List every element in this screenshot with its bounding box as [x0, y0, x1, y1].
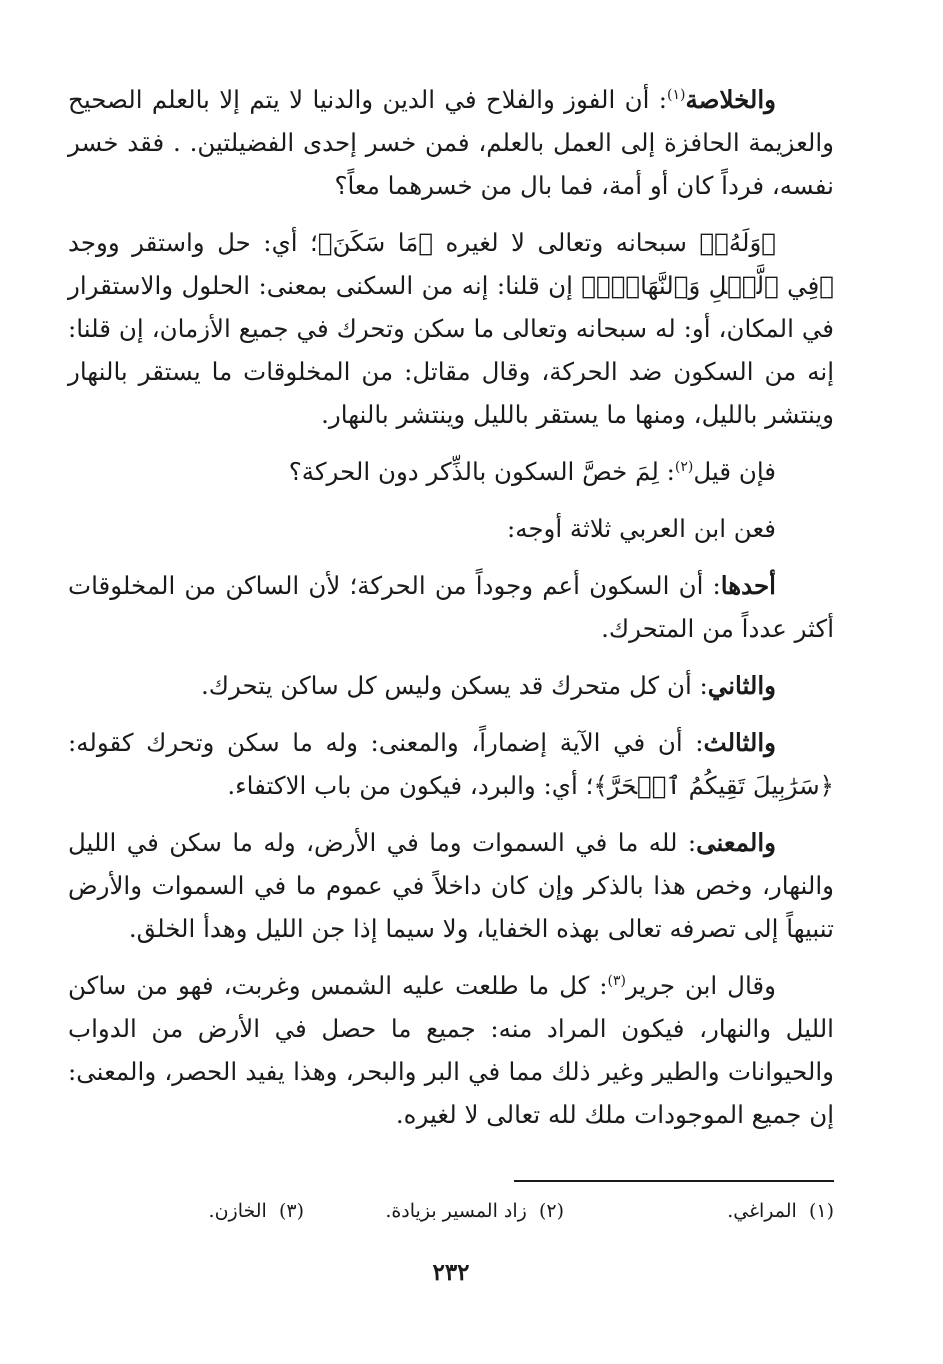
paragraph-text: : كل ما طلعت عليه الشمس وغربت، فهو من ساكن الليل والنهار، فيكون المراد منه: جميع ما حصل في الأرض من الدواب والحيوانات والطير وغير ذلك مما في البر والبحر، وهذا يفيد الحصر، والمعنى: إن جميع الموجودات ملك لله تعالى لا لغيره.: [68, 971, 834, 1129]
footnote-text: الخازن.: [208, 1200, 267, 1222]
paragraph-text-before: فإن قيل: [693, 457, 776, 486]
footnote-1: [727, 1196, 834, 1226]
paragraph-text: : أن السكون أعم وجوداً من الحركة؛ لأن الساكن من المخلوقات أكثر عدداً من المتحرك.: [68, 571, 834, 643]
footnote-number: (١): [808, 1200, 834, 1222]
paragraph-lead: والثاني: [707, 671, 776, 700]
paragraph-lead: والخلاصة: [685, 85, 776, 114]
paragraph-second-aspect: [68, 664, 834, 707]
footnote-ref-1[interactable]: (١): [667, 86, 686, 103]
paragraph-text: : لِمَ خصَّ السكون بالذِّكر دون الحركة؟: [288, 457, 675, 486]
footnote-text: زاد المسير بزيادة.: [385, 1200, 527, 1222]
footnote-3: [209, 1196, 304, 1226]
paragraph-text: ﴿وَلَهُۥ﴾ سبحانه وتعالى لا لغيره ﴿مَا سَكَنَ﴾؛ أي: حل واستقر ووجد ﴿فِي ٱلَّيۡلِ وَٱلنَّهَارِۚ﴾ إن قلنا: إنه من السكنى بمعنى: الحلول والاستقرار في المكان، أو: له سبحانه وتعالى ما سكن وتحرك في جميع الأزمان، إن قلنا: إنه من السكون ضد الحركة، وقال مقاتل: من المخلوقات ما يستقر بالنهار وينتشر بالليل، ومنها ما يستقر بالليل وينتشر بالنهار.: [68, 228, 834, 429]
footnote-number: (٣): [278, 1200, 304, 1222]
paragraph-verse-explanation: [68, 221, 834, 436]
paragraph-first-aspect: [68, 564, 834, 650]
paragraph-ibn-jarir: [68, 964, 834, 1136]
footnotes: [68, 1196, 834, 1226]
footnote-separator: [514, 1180, 834, 1182]
footnote-text: المراغي.: [727, 1200, 797, 1222]
paragraph-lead: والثالث: [703, 728, 776, 757]
paragraph-text: : أن الفوز والفلاح في الدين والدنيا لا يتم إلا بالعلم الصحيح والعزيمة الحافزة إلى العمل بالعلم، فمن خسر إحدى الفضيلتين. . فقد خسر نفسه، فرداً كان أو أمة، فما بال من خسرهما معاً؟: [68, 85, 834, 200]
paragraph-lead: والمعنى: [696, 828, 776, 857]
paragraph-three-aspects: [68, 507, 834, 550]
paragraph-question: [68, 450, 834, 493]
paragraph-summary: [68, 78, 834, 207]
footnote-ref-2[interactable]: (٢): [674, 458, 694, 475]
paragraph-text-before: وقال ابن جرير: [626, 971, 776, 1000]
book-page: [68, 78, 834, 1338]
paragraph-meaning: [68, 821, 834, 950]
footnote-2: [385, 1196, 564, 1226]
paragraph-lead: أحدها: [720, 571, 776, 600]
footnote-ref-3[interactable]: (٣): [607, 972, 626, 989]
paragraph-text: : لله ما في السموات وما في الأرض، وله ما سكن في الليل والنهار، وخص هذا بالذكر وإن كان داخلاً في عموم ما في السموات والأرض تنبيهاً إلى تصرفه تعالى بهذه الخفايا، ولا سيما إذا جن الليل وهدأ الخلق.: [68, 828, 834, 943]
paragraph-text: : أن كل متحرك قد يسكن وليس كل ساكن يتحرك.: [200, 671, 708, 700]
paragraph-third-aspect: [68, 721, 834, 807]
paragraph-text: فعن ابن العربي ثلاثة أوجه:: [506, 514, 776, 543]
page-number: ٢٣٢: [432, 1259, 470, 1286]
footnote-number: (٢): [538, 1200, 564, 1222]
paragraph-text: : أن في الآية إضماراً، والمعنى: وله ما سكن وتحرك كقوله: ﴿سَرَٰبِيلَ تَقِيكُمُ ٱلۡحَرَّ﴾؛ أي: والبرد، فيكون من باب الاكتفاء.: [68, 728, 834, 800]
